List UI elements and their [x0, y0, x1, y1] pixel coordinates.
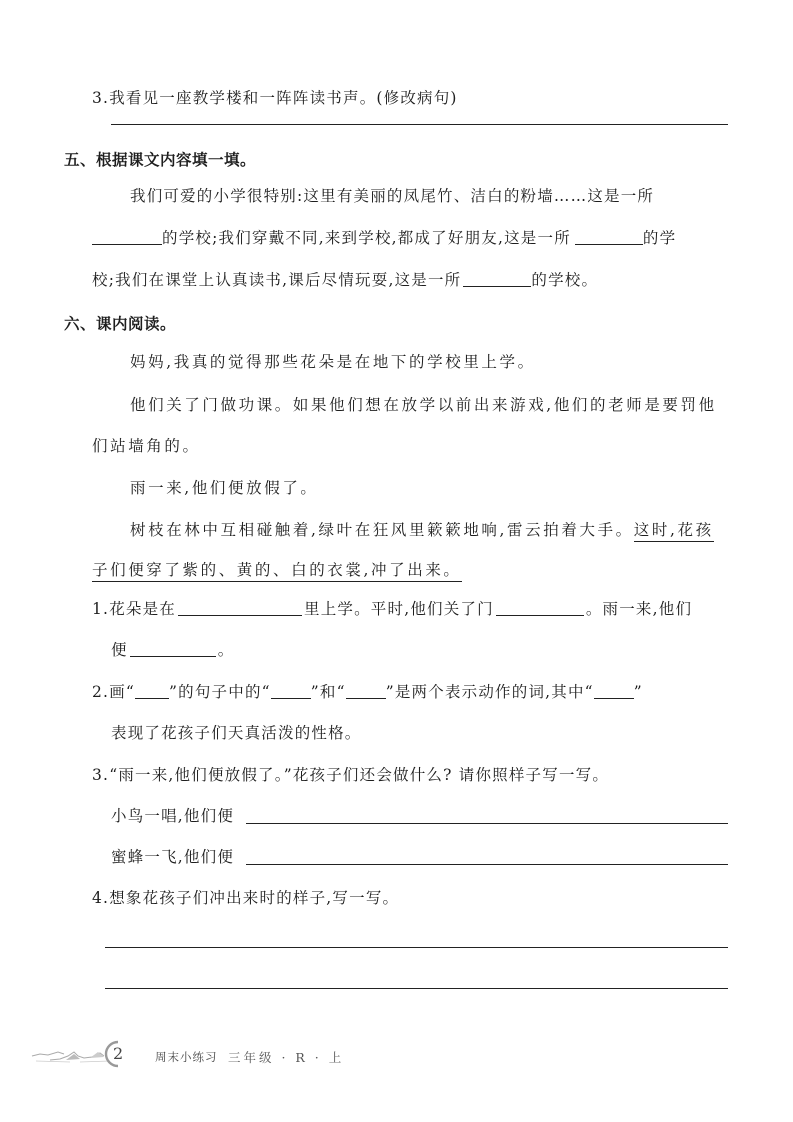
- q4-answer-line-2[interactable]: [105, 988, 728, 989]
- question-2-line2: 表现了花孩子们天真活泼的性格。: [111, 724, 362, 742]
- passage-paragraph-1: 妈妈,我真的觉得那些花朵是在地下的学校里上学。: [130, 353, 536, 371]
- section5-line1: 我们可爱的小学很特别:这里有美丽的凤尾竹、洁白的粉墙……这是一所: [130, 187, 655, 205]
- q2-text-e: ”: [633, 683, 643, 701]
- question-1-line2: [111, 640, 234, 660]
- fill-blank-2[interactable]: [575, 228, 643, 245]
- question-2-line1: [92, 682, 643, 702]
- section5-line3: [92, 270, 598, 290]
- grade-label: 三年级 · R · 上: [228, 1050, 345, 1065]
- q2-blank-2[interactable]: [271, 682, 311, 699]
- question-3-example-1: 小鸟一唱,他们便: [111, 807, 235, 825]
- section5-line3-text-b: 的学校。: [531, 271, 599, 289]
- q2-text-b: ”的句子中的“: [169, 683, 271, 701]
- page-number: 2: [113, 1044, 124, 1063]
- q1-text-b: 里上学。平时,他们关了门: [304, 600, 494, 618]
- question-3-example-2: 蜜蜂一飞,他们便: [111, 848, 235, 866]
- passage-paragraph-4-line1: [130, 518, 714, 540]
- q2-blank-1[interactable]: [135, 682, 169, 699]
- section5-line2-text-b: 的学: [642, 229, 677, 247]
- fill-blank-3[interactable]: [463, 270, 531, 287]
- section6-title: 六、课内阅读。: [64, 315, 177, 333]
- book-title: 周末小练习: [155, 1050, 218, 1064]
- passage-paragraph-4-line2: [92, 558, 462, 580]
- underlined-sentence-part2: 子们便穿了紫的、黄的、白的衣裳,冲了出来。: [92, 561, 462, 582]
- answer-line[interactable]: [111, 124, 728, 125]
- q3-answer-line-2[interactable]: [246, 864, 728, 865]
- passage-paragraph-3: 雨一来,他们便放假了。: [130, 479, 319, 497]
- passage-p4-text: 树枝在林中互相碰触着,绿叶在狂风里簌簌地响,雷云拍着大手。: [130, 521, 634, 539]
- section5-title: 五、根据课文内容填一填。: [64, 151, 257, 169]
- q4-item3-prompt: 3.我看见一座教学楼和一阵阵读书声。(修改病句): [92, 89, 458, 107]
- q2-text-c: ”和“: [310, 683, 346, 701]
- q2-blank-4[interactable]: [594, 682, 634, 699]
- question-3-prompt: 3.“雨一来,他们便放假了。”花孩子们还会做什么? 请你照样子写一写。: [92, 766, 610, 784]
- question-4-prompt: 4.想象花孩子们冲出来时的样子,写一写。: [92, 889, 400, 907]
- q4-answer-line-1[interactable]: [105, 947, 728, 948]
- passage-paragraph-2-line1: 他们关了门做功课。如果他们想在放学以前出来游戏,他们的老师是要罚他: [130, 396, 717, 414]
- question-1-line1: [92, 599, 692, 619]
- section5-line2: [92, 228, 676, 248]
- q2-text-d: ”是两个表示动作的词,其中“: [385, 683, 594, 701]
- q2-blank-3[interactable]: [346, 682, 386, 699]
- q1-text-d: 便: [111, 641, 128, 659]
- q1-text-a: 1.花朵是在: [92, 600, 176, 618]
- q2-text-a: 2.画“: [92, 683, 136, 701]
- fill-blank-1[interactable]: [92, 228, 162, 245]
- q1-blank-3[interactable]: [130, 640, 216, 657]
- section5-line2-text-a: 的学校;我们穿戴不同,来到学校,都成了好朋友,这是一所: [162, 229, 571, 247]
- q1-text-e: 。: [217, 641, 235, 659]
- q1-text-c: 。雨一来,他们: [585, 600, 693, 618]
- q3-answer-line-1[interactable]: [246, 823, 728, 824]
- q1-blank-1[interactable]: [178, 599, 302, 616]
- q1-blank-2[interactable]: [496, 599, 584, 616]
- passage-paragraph-2-line2: 们站墙角的。: [92, 437, 201, 455]
- underlined-sentence-part1: 这时,花孩: [634, 521, 714, 542]
- section5-line3-text-a: 校;我们在课堂上认真读书,课后尽情玩耍,这是一所: [92, 271, 462, 289]
